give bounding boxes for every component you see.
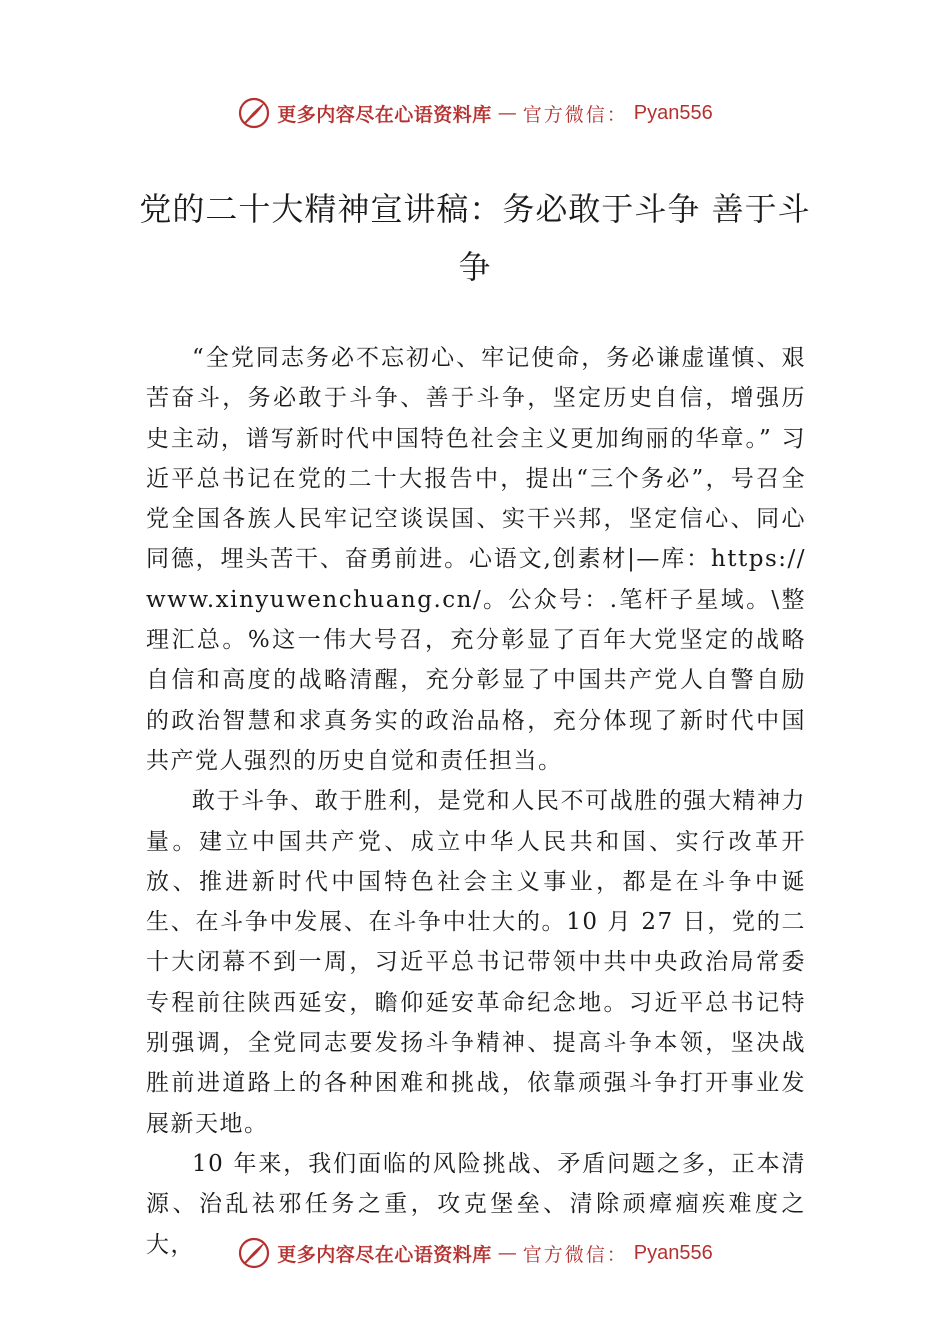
banner-wechat-account: Pyan556: [633, 101, 713, 124]
banner-separator: —: [497, 102, 517, 124]
body-paragraph-2: 敢于斗争、敢于胜利，是党和人民不可战胜的强大精神力量。建立中国共产党、成立中华人民共和国、实行改革开放、推进新时代中国特色社会主义事业，都是在斗争中诞生、在斗争中发展、在斗争中壮大的。10 月 27 日，党的二十大闭幕不到一周，习近平总书记带领中共中央政治局常委专程前往陕西延安，瞻仰延安革命纪念地。习近平总书记特别强调，全党同志要发扬斗争精神、提高斗争本领，坚决战胜前进道路上的各种困难和挑战，依靠顽强斗争打开事业发展新天地。: [146, 788, 806, 1137]
banner-brand-text: 更多内容尽在心语资料库: [277, 1243, 492, 1266]
banner-wechat-label: 官方微信：: [522, 1243, 628, 1266]
banner-separator: —: [497, 1242, 517, 1264]
header-banner: [0, 93, 950, 133]
document-title: 党的二十大精神宣讲稿：务必敢于斗争 善于斗争: [139, 190, 811, 286]
banner-wechat-label: 官方微信：: [522, 103, 628, 126]
body-paragraph-1: “全党同志务必不忘初心、牢记使命，务必谦虚谨慎、艰苦奋斗，务必敢于斗争、善于斗争，坚定历史自信，增强历史主动，谱写新时代中国特色社会主义更加绚丽的华章。” 习近平总书记在党的二十大报告中，提出“三个务必”，号召全党全国各族人民牢记空谈误国、实干兴邦，坚定信心、同心同德，埋头苦干、奋勇前进。心语文,创素材|—库：https://www.xinyuwenchuang.cn/。公众号：.笔杆子星域。\整理汇总。%这一伟大号召，充分彰显了百年大党坚定的战略自信和高度的战略清醒，充分彰显了中国共产党人自警自励的政治智慧和求真务实的政治品格，充分体现了新时代中国共产党人强烈的历史自觉和责任担当。: [146, 345, 806, 774]
document-body: [146, 338, 806, 1265]
body-paragraph-3: 10 年来，我们面临的风险挑战、矛盾问题之多，正本清源、治乱祛邪任务之重，攻克堡垒、清除顽瘴痼疾难度之大，: [146, 1150, 806, 1258]
banner-brand-text: 更多内容尽在心语资料库: [277, 103, 492, 126]
feather-pen-logo-icon: [237, 1236, 271, 1270]
feather-pen-logo-icon: [237, 96, 271, 130]
banner-wechat-account: Pyan556: [633, 1241, 713, 1264]
footer-banner: [0, 1233, 950, 1273]
